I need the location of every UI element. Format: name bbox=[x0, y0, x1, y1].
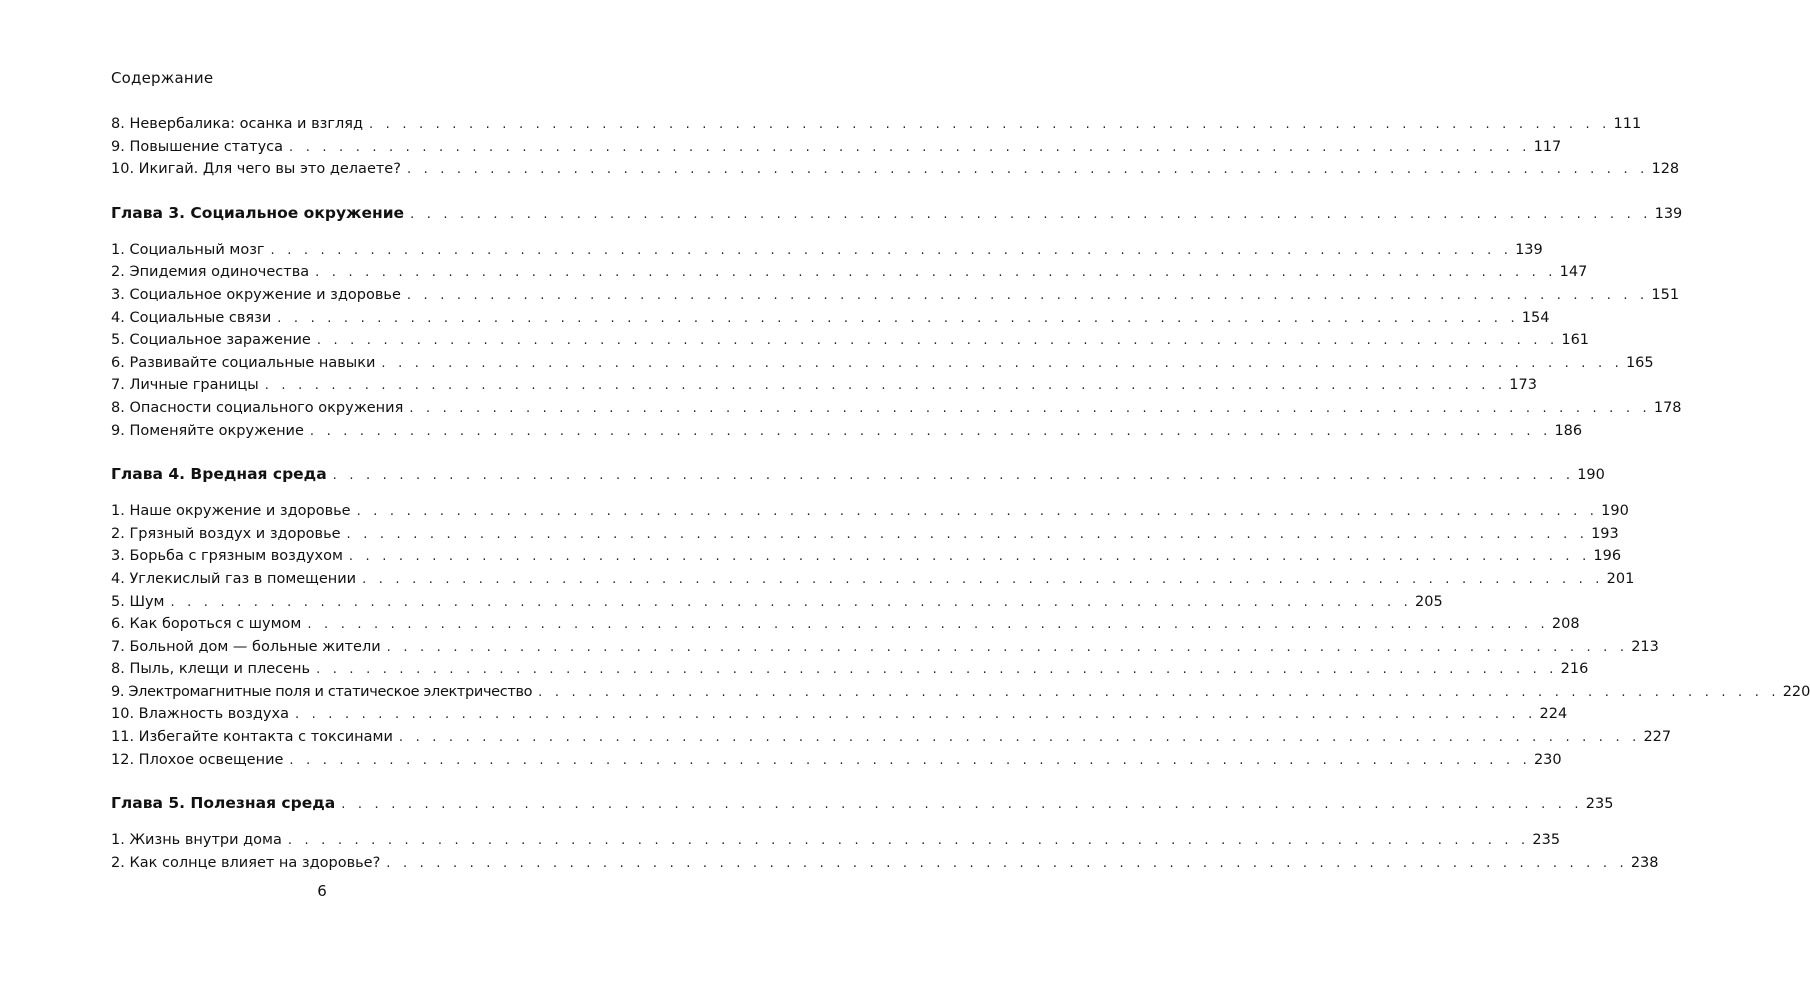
toc-entry bbox=[111, 332, 1590, 355]
leader-dots: . . . . . . . . . . . . . . . . . . . . . . . . . . . . . . . . . . . . . . . . . . . . . . . . . . . . . . . . . . . . . . . . . . . . . . . . . . . bbox=[315, 265, 1557, 281]
leader-dots: . . . . . . . . . . . . . . . . . . . . . . . . . . . . . . . . . . . . . . . . . . . . . . . . . . . . . . . . . . . . . . . . . . . . . . . . . . . bbox=[316, 333, 1559, 349]
toc-entry-page: 208 bbox=[1551, 616, 1580, 633]
toc-entry-page: 205 bbox=[1415, 593, 1443, 610]
toc-entry bbox=[111, 706, 1568, 729]
toc-entry-page: 190 bbox=[1577, 467, 1605, 484]
toc-entry-title: 5. Шум bbox=[111, 593, 165, 610]
toc-entry bbox=[111, 683, 1810, 707]
toc-entry-page: 190 bbox=[1601, 503, 1629, 520]
toc-entry bbox=[111, 138, 1562, 162]
toc-entry-page: 139 bbox=[1515, 241, 1543, 258]
toc-entry-page: 161 bbox=[1561, 332, 1590, 349]
toc-entry bbox=[111, 832, 1561, 855]
toc-entry bbox=[111, 661, 1589, 684]
leader-dots: . . . . . . . . . . . . . . . . . . . . . . . . . . . . . . . . . . . . . . . . . . . . . . . . . . . . . . . . . . . . . . . . . . . . . . . . . . . bbox=[381, 355, 1623, 371]
leader-dots: . . . . . . . . . . . . . . . . . . . . . . . . . . . . . . . . . . . . . . . . . . . . . . . . . . . . . . . . . . . . . . . . . . . . . . . . . . . bbox=[386, 855, 1628, 871]
leader-dots: . . . . . . . . . . . . . . . . . . . . . . . . . . . . . . . . . . . . . . . . . . . . . . . . . . . . . . . . . . . . . . . . . . . . . . . . . . . bbox=[170, 594, 1412, 610]
toc-entry-title: 10. Влажность воздуха bbox=[111, 706, 289, 723]
leader-dots: . . . . . . . . . . . . . . . . . . . . . . . . . . . . . . . . . . . . . . . . . . . . . . . . . . . . . . . . . . . . . . . . . . . . . . . . . . . bbox=[409, 400, 1651, 416]
leader-dots: . . . . . . . . . . . . . . . . . . . . . . . . . . . . . . . . . . . . . . . . . . . . . . . . . . . . . . . . . . . . . . . . . . . . . . . . . . . bbox=[316, 662, 1558, 678]
leader-dots: . . . . . . . . . . . . . . . . . . . . . . . . . . . . . . . . . . . . . . . . . . . . . . . . . . . . . . . . . . . . . . . . . . . . . . . . . . . bbox=[309, 423, 1552, 439]
toc-entry-title: 4. Социальные связи bbox=[111, 309, 272, 326]
toc-entry-title: 3. Социальное окружение и здоровье bbox=[111, 286, 401, 303]
toc-entry bbox=[111, 399, 1682, 423]
toc-entry-page: 224 bbox=[1539, 706, 1568, 723]
toc-entry-title: 9. Повышение статуса bbox=[111, 138, 284, 155]
toc-entry-title: 1. Наше окружение и здоровье bbox=[111, 503, 351, 520]
leader-dots: . . . . . . . . . . . . . . . . . . . . . . . . . . . . . . . . . . . . . . . . . . . . . . . . . . . . . . . . . . . . . . . . . . . . . . . . . . . bbox=[264, 378, 1507, 394]
toc-entry-page: 139 bbox=[1654, 205, 1683, 222]
leader-dots: . . . . . . . . . . . . . . . . . . . . . . . . . . . . . . . . . . . . . . . . . . . . . . . . . . . . . . . . . . . . . . . . . . . . . . . . . . . bbox=[346, 526, 1589, 542]
toc-entry bbox=[111, 309, 1550, 333]
toc-entry bbox=[111, 729, 1672, 752]
toc-entry bbox=[111, 570, 1635, 594]
leader-dots: . . . . . . . . . . . . . . . . . . . . . . . . . . . . . . . . . . . . . . . . . . . . . . . . . . . . . . . . . . . . . . . . . . . . . . . . . . . bbox=[348, 549, 1591, 565]
toc-entry-page: 220 bbox=[1782, 683, 1810, 700]
toc-entry-page: 165 bbox=[1625, 354, 1654, 371]
toc-entry-page: 173 bbox=[1509, 377, 1537, 394]
toc-entry-title: 9. Электромагнитные поля и статическое электричество bbox=[111, 683, 533, 700]
toc-entry bbox=[111, 354, 1654, 378]
toc-chapter-heading bbox=[111, 465, 1605, 489]
toc-entry-page: 201 bbox=[1606, 570, 1635, 587]
toc-entry bbox=[111, 116, 1642, 139]
toc-entry-page: 147 bbox=[1559, 264, 1588, 281]
running-head: Содержание bbox=[111, 69, 214, 87]
toc-entry bbox=[111, 241, 1543, 265]
toc-entry bbox=[111, 751, 1562, 775]
toc-entry-page: 117 bbox=[1533, 138, 1562, 155]
toc-entry-title: 6. Как бороться с шумом bbox=[111, 616, 302, 633]
leader-dots: . . . . . . . . . . . . . . . . . . . . . . . . . . . . . . . . . . . . . . . . . . . . . . . . . . . . . . . . . . . . . . . . . . . . . . . . . . . bbox=[406, 162, 1649, 178]
toc-entry-page: 227 bbox=[1643, 729, 1672, 746]
toc-entry bbox=[111, 422, 1583, 446]
toc-entry-title: 5. Социальное заражение bbox=[111, 332, 311, 349]
leader-dots: . . . . . . . . . . . . . . . . . . . . . . . . . . . . . . . . . . . . . . . . . . . . . . . . . . . . . . . . . . . . . . . . . . . . . . . . . . . bbox=[289, 752, 1531, 768]
toc-entry-title: 8. Опасности социального окружения bbox=[111, 399, 404, 416]
leader-dots: . . . . . . . . . . . . . . . . . . . . . . . . . . . . . . . . . . . . . . . . . . . . . . . . . . . . . . . . . . . . . . . . . . . . . . . . . . . bbox=[341, 797, 1583, 813]
leader-dots: . . . . . . . . . . . . . . . . . . . . . . . . . . . . . . . . . . . . . . . . . . . . . . . . . . . . . . . . . . . . . . . . . . . . . . . . . . . bbox=[406, 287, 1649, 303]
toc-entry-title: 9. Поменяйте окружение bbox=[111, 422, 304, 439]
leader-dots: . . . . . . . . . . . . . . . . . . . . . . . . . . . . . . . . . . . . . . . . . . . . . . . . . . . . . . . . . . . . . . . . . . . . . . . . . . . bbox=[294, 707, 1537, 723]
toc-entry-title: 10. Икигай. Для чего вы это делаете? bbox=[111, 161, 401, 178]
toc-entry-page: 128 bbox=[1651, 161, 1680, 178]
leader-dots: . . . . . . . . . . . . . . . . . . . . . . . . . . . . . . . . . . . . . . . . . . . . . . . . . . . . . . . . . . . . . . . . . . . . . . . . . . . bbox=[368, 117, 1611, 132]
toc-entry-page: 213 bbox=[1631, 638, 1659, 655]
toc-entry bbox=[111, 638, 1659, 662]
toc-entry-title: 3. Борьба с грязным воздухом bbox=[111, 548, 343, 565]
leader-dots: . . . . . . . . . . . . . . . . . . . . . . . . . . . . . . . . . . . . . . . . . . . . . . . . . . . . . . . . . . . . . . . . . . . . . . . . . . . bbox=[386, 639, 1629, 655]
leader-dots: . . . . . . . . . . . . . . . . . . . . . . . . . . . . . . . . . . . . . . . . . . . . . . . . . . . . . . . . . . . . . . . . . . . . . . . . . . . bbox=[287, 833, 1530, 849]
leader-dots: . . . . . . . . . . . . . . . . . . . . . . . . . . . . . . . . . . . . . . . . . . . . . . . . . . . . . . . . . . . . . . . . . . . . . . . . . . . bbox=[289, 139, 1531, 155]
toc-entry bbox=[111, 854, 1659, 878]
toc-entry-page: 235 bbox=[1585, 796, 1614, 813]
toc-chapter-heading bbox=[111, 794, 1614, 818]
toc-entry-page: 151 bbox=[1651, 286, 1680, 303]
toc-entry-page: 235 bbox=[1532, 832, 1561, 849]
toc-entry-title: 2. Эпидемия одиночества bbox=[111, 264, 310, 281]
toc-entry bbox=[111, 286, 1680, 310]
toc-entry-page: 193 bbox=[1591, 525, 1619, 542]
toc-chapter-heading bbox=[111, 203, 1683, 228]
leader-dots: . . . . . . . . . . . . . . . . . . . . . . . . . . . . . . . . . . . . . . . . . . . . . . . . . . . . . . . . . . . . . . . . . . . . . . . . . . . bbox=[538, 684, 1780, 700]
toc-entry-title: 12. Плохое освещение bbox=[111, 751, 284, 768]
leader-dots: . . . . . . . . . . . . . . . . . . . . . . . . . . . . . . . . . . . . . . . . . . . . . . . . . . . . . . . . . . . . . . . . . . . . . . . . . . . bbox=[410, 206, 1652, 222]
toc-entry-page: 230 bbox=[1533, 751, 1562, 768]
toc-entry-page: 186 bbox=[1554, 422, 1583, 439]
toc-entry bbox=[111, 616, 1580, 639]
toc-entry-title: 1. Жизнь внутри дома bbox=[111, 832, 282, 849]
toc-entry-page: 111 bbox=[1613, 116, 1642, 132]
toc-entry-title: 8. Пыль, клещи и плесень bbox=[111, 661, 311, 678]
toc-chapter-title: Глава 3. Социальное окружение bbox=[111, 203, 405, 222]
leader-dots: . . . . . . . . . . . . . . . . . . . . . . . . . . . . . . . . . . . . . . . . . . . . . . . . . . . . . . . . . . . . . . . . . . . . . . . . . . . bbox=[362, 571, 1604, 587]
leader-dots: . . . . . . . . . . . . . . . . . . . . . . . . . . . . . . . . . . . . . . . . . . . . . . . . . . . . . . . . . . . . . . . . . . . . . . . . . . . bbox=[277, 310, 1519, 326]
table-of-contents bbox=[111, 116, 1810, 877]
toc-entry bbox=[111, 548, 1622, 571]
toc-entry-title: 7. Больной дом — больные жители bbox=[111, 638, 381, 655]
toc-entry-page: 238 bbox=[1630, 854, 1659, 871]
toc-entry-page: 178 bbox=[1653, 399, 1682, 416]
toc-chapter-title: Глава 4. Вредная среда bbox=[111, 465, 327, 484]
toc-entry bbox=[111, 377, 1537, 400]
toc-entry bbox=[111, 503, 1629, 526]
toc-entry bbox=[111, 264, 1588, 287]
leader-dots: . . . . . . . . . . . . . . . . . . . . . . . . . . . . . . . . . . . . . . . . . . . . . . . . . . . . . . . . . . . . . . . . . . . . . . . . . . . bbox=[332, 468, 1575, 484]
toc-entry-title: 6. Развивайте социальные навыки bbox=[111, 354, 376, 371]
toc-entry-title: 1. Социальный мозг bbox=[111, 241, 265, 258]
toc-entry-title: 7. Личные границы bbox=[111, 377, 259, 394]
toc-entry-page: 216 bbox=[1560, 661, 1589, 678]
toc-entry bbox=[111, 593, 1443, 617]
toc-entry-page: 154 bbox=[1521, 309, 1550, 326]
toc-entry-title: 4. Углекислый газ в помещении bbox=[111, 570, 357, 587]
toc-entry-title: 11. Избегайте контакта с токсинами bbox=[111, 729, 393, 746]
toc-entry bbox=[111, 525, 1619, 549]
toc-chapter-title: Глава 5. Полезная среда bbox=[111, 794, 336, 813]
leader-dots: . . . . . . . . . . . . . . . . . . . . . . . . . . . . . . . . . . . . . . . . . . . . . . . . . . . . . . . . . . . . . . . . . . . . . . . . . . . bbox=[307, 617, 1549, 633]
leader-dots: . . . . . . . . . . . . . . . . . . . . . . . . . . . . . . . . . . . . . . . . . . . . . . . . . . . . . . . . . . . . . . . . . . . . . . . . . . . bbox=[356, 504, 1599, 520]
leader-dots: . . . . . . . . . . . . . . . . . . . . . . . . . . . . . . . . . . . . . . . . . . . . . . . . . . . . . . . . . . . . . . . . . . . . . . . . . . . bbox=[398, 730, 1641, 746]
toc-entry-title: 2. Грязный воздух и здоровье bbox=[111, 525, 341, 542]
toc-entry-title: 2. Как солнце влияет на здоровье? bbox=[111, 854, 381, 871]
toc-entry bbox=[111, 161, 1680, 184]
leader-dots: . . . . . . . . . . . . . . . . . . . . . . . . . . . . . . . . . . . . . . . . . . . . . . . . . . . . . . . . . . . . . . . . . . . . . . . . . . . bbox=[270, 242, 1513, 258]
page-number: 6 bbox=[317, 882, 327, 900]
toc-entry-page: 196 bbox=[1593, 548, 1622, 565]
toc-entry-title: 8. Невербалика: осанка и взгляд bbox=[111, 116, 363, 132]
